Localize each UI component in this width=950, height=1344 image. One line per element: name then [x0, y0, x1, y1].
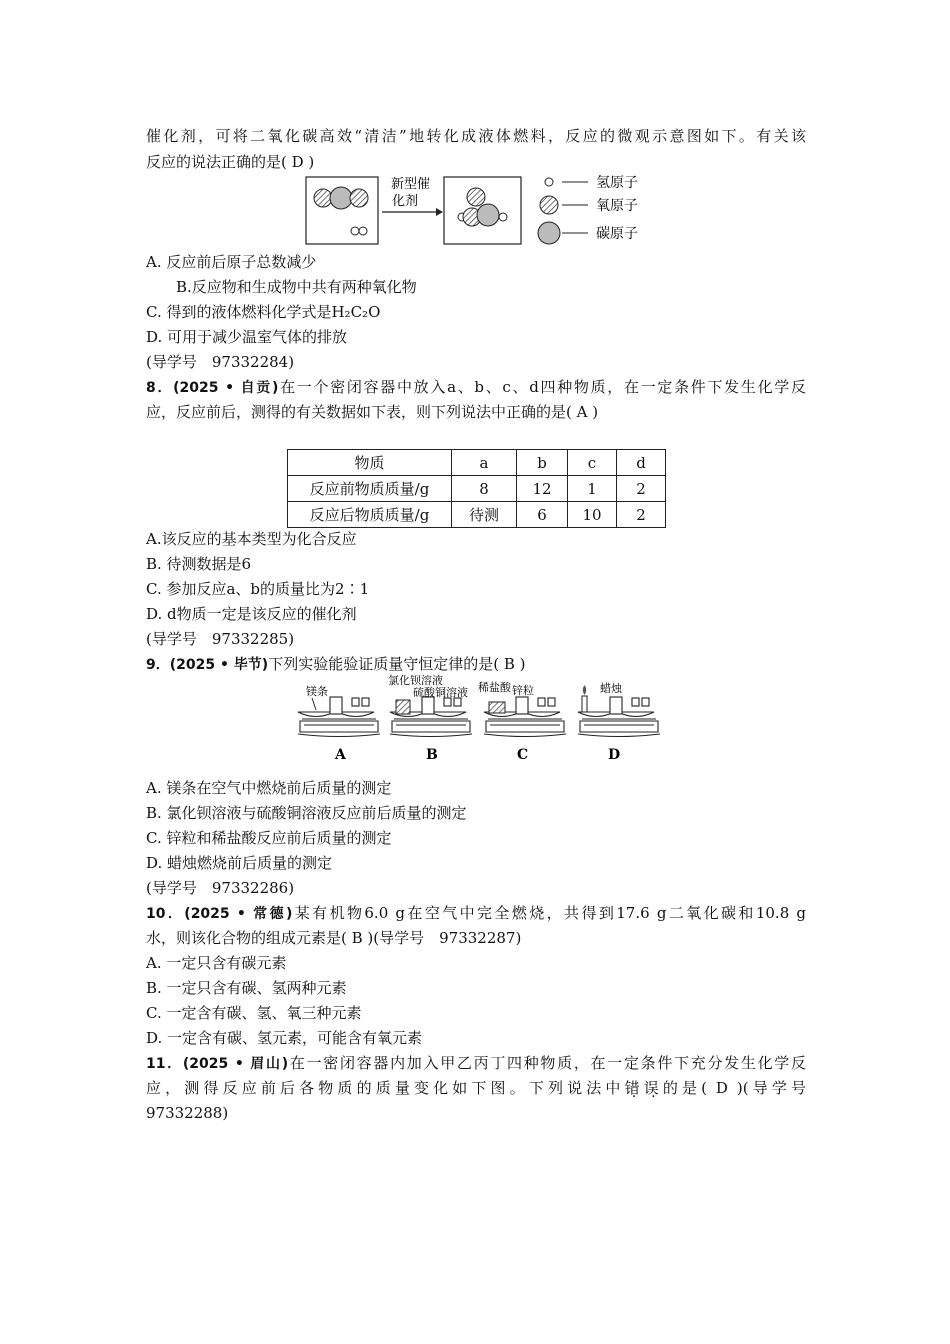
table-header-cell: c — [568, 450, 617, 476]
table-header-cell: d — [617, 450, 666, 476]
q8-source: (2025 • 自贡) — [173, 380, 279, 396]
oxygen-legend-icon — [540, 196, 558, 214]
q8-guide-number: (导学号 97332285) — [146, 630, 295, 648]
q11-stem2b: 的是( D )(导学号 — [662, 1079, 806, 1097]
q11-stem2a: 应，测得反应前后各物质的质量变化如下图。下列说法中 — [146, 1079, 625, 1097]
q10-option-c: C. 一定含有碳、氢、氧三种元素 — [146, 1004, 362, 1022]
table-cell: 6 — [517, 502, 568, 528]
table-row — [288, 502, 666, 528]
q10-number: 10． — [146, 906, 185, 922]
q9-option-b: B. 氯化钡溶液与硫酸铜溶液反应前后质量的测定 — [146, 804, 467, 822]
legend-hydrogen: 氢原子 — [596, 175, 638, 191]
q9-balance-figure — [294, 674, 664, 766]
q8-stem-line1 — [146, 377, 806, 398]
q9-option-c: C. 锌粒和稀盐酸反应前后质量的测定 — [146, 829, 392, 847]
fig-label-magnesium: 镁条 — [306, 685, 328, 698]
table-cell: 待测 — [452, 502, 517, 528]
q9-guide-number: (导学号 97332286) — [146, 879, 295, 897]
table-cell: 10 — [568, 502, 617, 528]
q9-number: 9． — [146, 657, 170, 673]
q7-option-c: C. 得到的液体燃料化学式是H₂C₂O — [146, 303, 381, 321]
q7-option-b: B.反应物和生成物中共有两种氧化物 — [176, 278, 417, 296]
q11-stem1: 在一密闭容器内加入甲乙丙丁四种物质，在一定条件下充分发生化学反 — [288, 1054, 806, 1072]
hydrogen-legend-icon — [545, 178, 553, 186]
table-cell: 2 — [617, 476, 666, 502]
q8-option-a: A.该反应的基本类型为化合反应 — [146, 530, 357, 548]
q7-option-d: D. 可用于减少温室气体的排放 — [146, 328, 348, 346]
q11-stem-line2 — [146, 1078, 806, 1098]
q7-intro-line1: 催化剂，可将二氧化碳高效“清洁”地转化成液体燃料，反应的微观示意图如下。有关该 — [146, 127, 806, 145]
fig-label-hcl: 稀盐酸 — [478, 681, 511, 694]
q10-option-a: A. 一定只含有碳元素 — [146, 954, 287, 972]
catalyst-label-2: 化剂 — [392, 194, 419, 209]
q7-option-a: A. 反应前后原子总数减少 — [146, 253, 317, 271]
q7-reaction-diagram — [300, 172, 660, 250]
q11-stem-line1 — [146, 1053, 806, 1074]
table-cell: 12 — [517, 476, 568, 502]
q10-stem-line1 — [146, 903, 806, 924]
q8-stem-line2: 应，反应前后，测得的有关数据如下表，则下列说法中正确的是( A ) — [146, 403, 599, 421]
fig-label-candle: 蜡烛 — [600, 682, 622, 695]
q9-stem — [146, 654, 525, 675]
table-header-row — [288, 450, 666, 476]
q11-source: (2025 • 眉山) — [182, 1056, 289, 1072]
balance-label-d: D — [608, 747, 621, 763]
table-cell: 反应后物质质量/g — [288, 502, 452, 528]
emphasis-char: 误 — [643, 1079, 663, 1097]
q10-stem1: 某有机物6.0 g在空气中完全燃烧，共得到17.6 g二氧化碳和10.8 g — [292, 904, 807, 922]
table-header-cell: 物质 — [288, 450, 452, 476]
q7-intro-line2: 反应的说法正确的是( D ) — [146, 153, 315, 171]
catalyst-label-1: 新型催 — [391, 177, 431, 192]
q10-option-b: B. 一定只含有碳、氢两种元素 — [146, 979, 347, 997]
q9-stem-text: 下列实验能验证质量守恒定律的是( B ) — [268, 655, 526, 673]
fig-label-bacl2: 氯化钡溶液 — [388, 674, 443, 687]
legend-oxygen: 氧原子 — [596, 198, 638, 214]
table-header-cell: a — [452, 450, 517, 476]
table-cell: 8 — [452, 476, 517, 502]
table-header-cell: b — [517, 450, 568, 476]
q10-stem-line2: 水，则该化合物的组成元素是( B )(导学号 97332287) — [146, 929, 522, 947]
balance-label-c: C — [517, 747, 529, 763]
legend-carbon: 碳原子 — [596, 226, 638, 242]
q10-source: (2025 • 常德) — [184, 906, 293, 922]
q9-option-a: A. 镁条在空气中燃烧前后质量的测定 — [146, 779, 392, 797]
q7-guide-number: (导学号 97332284) — [146, 353, 295, 371]
table-row — [288, 476, 666, 502]
balance-label-b: B — [426, 747, 438, 763]
fig-label-cuso4: 硫酸铜溶液 — [413, 686, 468, 699]
q8-number: 8． — [146, 380, 174, 396]
q11-stem-line3: 97332288) — [146, 1104, 229, 1122]
q11-number: 11． — [146, 1056, 183, 1072]
q10-option-d: D. 一定含有碳、氢元素，可能含有氧元素 — [146, 1029, 423, 1047]
table-cell: 1 — [568, 476, 617, 502]
emphasis-char: 错 — [624, 1079, 644, 1097]
q9-source: (2025 • 毕节) — [169, 657, 269, 673]
balance-label-a: A — [335, 747, 346, 763]
q8-stem1: 在一个密闭容器中放入a、b、c、d四种物质，在一定条件下发生化学反 — [278, 378, 806, 396]
table-cell: 反应前物质质量/g — [288, 476, 452, 502]
q8-option-b: B. 待测数据是6 — [146, 555, 252, 573]
carbon-legend-icon — [538, 222, 560, 244]
q8-data-table — [287, 449, 666, 528]
q9-option-d: D. 蜡烛燃烧前后质量的测定 — [146, 854, 333, 872]
q8-option-c: C. 参加反应a、b的质量比为2∶1 — [146, 580, 370, 598]
q8-option-d: D. d物质一定是该反应的催化剂 — [146, 605, 357, 623]
table-cell: 2 — [617, 502, 666, 528]
fig-label-zinc: 锌粒 — [512, 684, 534, 697]
